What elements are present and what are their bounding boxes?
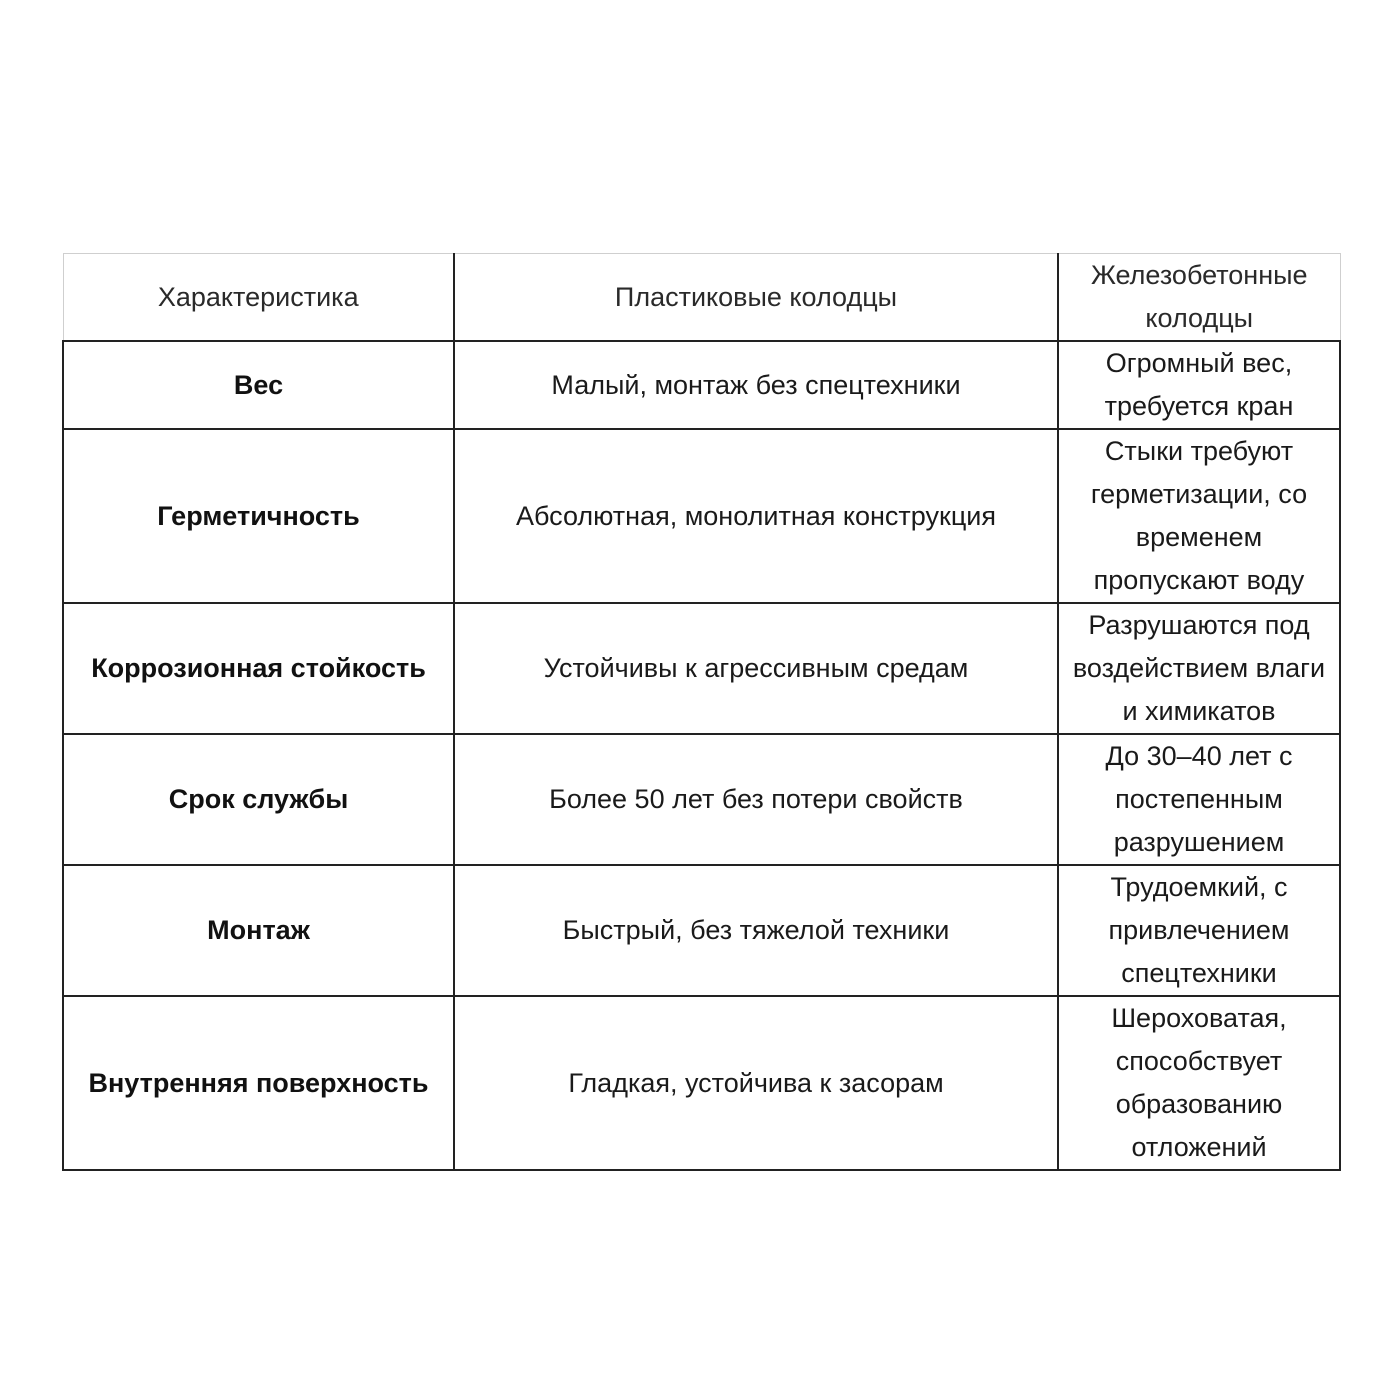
row-feature: Срок службы xyxy=(63,734,454,865)
row-feature: Внутренняя поверхность xyxy=(63,996,454,1170)
row-plastic-value: Быстрый, без тяжелой техники xyxy=(454,865,1058,996)
row-feature: Коррозионная стойкость xyxy=(63,603,454,734)
row-feature: Вес xyxy=(63,341,454,429)
row-plastic-value: Устойчивы к агрессивным средам xyxy=(454,603,1058,734)
row-feature: Монтаж xyxy=(63,865,454,996)
table-row xyxy=(63,734,1340,865)
comparison-table-wrapper xyxy=(62,253,1339,1171)
header-concrete: Железобетонные колодцы xyxy=(1058,254,1340,342)
row-concrete-value: Стыки требуют герметизации, со временем пропускают воду xyxy=(1058,429,1340,603)
row-concrete-value: Огромный вес, требуется кран xyxy=(1058,341,1340,429)
row-concrete-value: Разрушаются под воздействием влаги и химикатов xyxy=(1058,603,1340,734)
row-plastic-value: Малый, монтаж без спецтехники xyxy=(454,341,1058,429)
table-row xyxy=(63,429,1340,603)
row-concrete-value: Шероховатая, способствует образованию отложений xyxy=(1058,996,1340,1170)
table-row xyxy=(63,996,1340,1170)
header-plastic: Пластиковые колодцы xyxy=(454,254,1058,342)
table-row xyxy=(63,865,1340,996)
row-plastic-value: Гладкая, устойчива к засорам xyxy=(454,996,1058,1170)
row-feature: Герметичность xyxy=(63,429,454,603)
comparison-table xyxy=(62,253,1341,1171)
header-feature: Характеристика xyxy=(63,254,454,342)
table-header-row xyxy=(63,254,1340,342)
row-concrete-value: Трудоемкий, с привлечением спецтехники xyxy=(1058,865,1340,996)
row-plastic-value: Абсолютная, монолитная конструкция xyxy=(454,429,1058,603)
table-row xyxy=(63,341,1340,429)
row-plastic-value: Более 50 лет без потери свойств xyxy=(454,734,1058,865)
table-row xyxy=(63,603,1340,734)
row-concrete-value: До 30–40 лет с постепенным разрушением xyxy=(1058,734,1340,865)
